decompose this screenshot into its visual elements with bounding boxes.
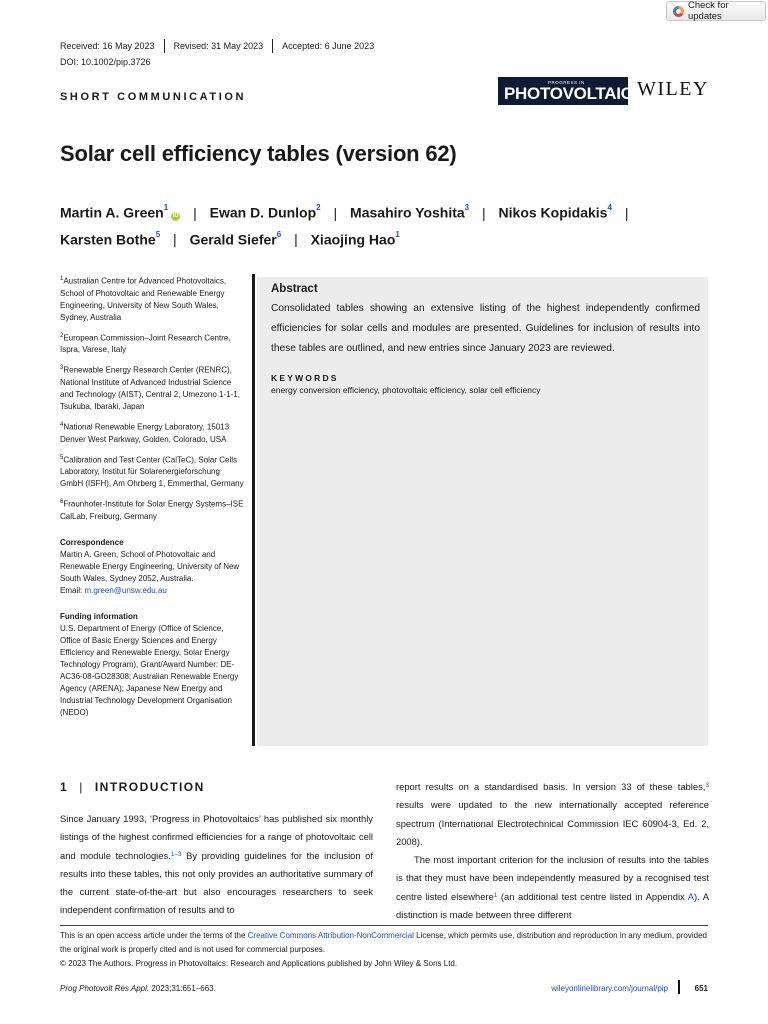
paragraph: The most important criterion for the inclusion of results into the tables is that they must have been independently measured by a recognised test centre listed elsewhere$^1$ (an additional test centre listed in Appendix A). A distinction is made between three different [396, 854, 709, 921]
copyright: © 2023 The Authors. Progress in Photovoltaics: Research and Applications published by John Wiley & Sons Ltd. [60, 959, 458, 968]
author-name[interactable]: Masahiro Yoshita [350, 204, 465, 221]
author-name[interactable]: Karsten Bothe [60, 231, 156, 248]
license-footer [60, 929, 708, 971]
affiliation: $^3$Renewable Energy Research Center (RENRC), National Institute of Advanced Industrial Science and Technology (AIST), Central 2, Umezono 1-1-1, Tsukuba, Ibaraki, Japan [60, 365, 240, 411]
author-list [60, 198, 720, 251]
keywords-list: energy conversion efficiency, photovoltaic efficiency, solar cell efficiency [271, 385, 541, 395]
article-history [60, 39, 374, 53]
article-type: SHORT COMMUNICATION [60, 91, 247, 103]
author-name[interactable]: Ewan D. Dunlop [209, 204, 317, 221]
received-date: Received: 16 May 2023 [60, 41, 155, 51]
revised-date: Revised: 31 May 2023 [173, 41, 264, 51]
divider [272, 39, 273, 53]
email-link[interactable]: m.green@unsw.edu.au [84, 585, 167, 595]
section-heading [60, 780, 205, 794]
affiliation: $^4$National Renewable Energy Laboratory, 15013 Denver West Parkway, Golden, Colorado, USA [60, 421, 230, 444]
affiliation-ref[interactable]: 2 [316, 203, 321, 212]
affiliation-ref[interactable]: 1 [163, 203, 169, 212]
journal-logo-small-text: PROGRESS IN [548, 80, 585, 85]
affiliation-ref[interactable]: 1 [395, 229, 400, 239]
appendix-link[interactable]: A [687, 890, 694, 902]
affiliation-ref[interactable]: 5 [155, 229, 161, 239]
body-column-right [396, 778, 709, 924]
journal-logo[interactable] [498, 77, 644, 105]
author-name[interactable]: Nikos Kopidakis [498, 204, 608, 221]
license-text: This is an open access article under the terms of the Creative Commons Attribution-NonCommercial License, which permits use, distribution and reproduction in any medium, provided the original work is properly cited and is not used for commercial purposes. [60, 931, 707, 954]
affiliation-ref[interactable]: 4 [607, 203, 612, 212]
affiliations-column [60, 273, 245, 725]
citation-link[interactable]: 3 [705, 782, 709, 789]
keywords-heading: KEYWORDS [271, 373, 339, 383]
section-number: 1 [60, 780, 69, 794]
column-divider [252, 274, 255, 746]
section-separator: | [79, 780, 84, 794]
affiliation: $^1$Australian Centre for Advanced Photovoltaics, School of Photovoltaic and Renewable Energy Engineering, University of New South Wales, Sydney, Australia [60, 276, 227, 322]
divider [678, 980, 680, 994]
orcid-icon[interactable]: iD [172, 212, 179, 219]
abstract-heading: Abstract [271, 283, 318, 295]
journal-logo-text: PHOTOVOLTAICS [504, 84, 644, 103]
paragraph: report results on a standardised basis. In version 33 of these tables,$^3$ results were updated to the new internationally accepted reference spectrum (International Electrotechnical Commission IEC 60904-3, Ed. 2, 2008). [396, 781, 709, 847]
abstract-box [257, 277, 708, 746]
funding-text: U.S. Department of Energy (Office of Science, Office of Basic Energy Sciences and Energy Efficiency and Renewable Energy, Solar Energy Technology Program), Grant/Award Number: DE-AC36-08-GO28308; Australian Renewable Energy Agency (ARENA); Japanese New Energy and Industrial Technology Development Organisation (NEDO) [60, 623, 239, 717]
author-separator: | [173, 231, 177, 248]
author-separator: | [624, 204, 629, 221]
journal-citation: Prog Photovolt Res Appl. 2023;31:651–663. [60, 984, 216, 993]
check-for-updates-button[interactable] [666, 1, 766, 21]
section-title: INTRODUCTION [94, 780, 205, 794]
publisher-logo[interactable]: WILEY [637, 78, 709, 100]
paragraph: Since January 1993, ‘Progress in Photovoltaics’ has published six monthly listings of the highest confirmed efficiencies for a range of photovoltaic cell and module technologies.$^{1-3}$ By providing guidelines for the inclusion of results into these tables, this not only provides an authoritative summary of the current state-of-the-art but also encourages researchers to seek independent confirmation of results and to [60, 813, 373, 916]
citation-link[interactable]: 1 [493, 891, 498, 899]
funding-heading: Funding information [60, 611, 138, 621]
affiliation-ref[interactable]: 3 [464, 203, 470, 212]
affiliation: $^5$Calibration and Test Center (CalTeC), Solar Cells Laboratory, Institut für Solarenergieforschung GmbH (ISFH), Am Ohrberg 1, Emmerthal, Germany [60, 454, 244, 489]
author-separator: | [193, 204, 197, 221]
author-name[interactable]: Martin A. Green [60, 204, 164, 221]
doi[interactable]: DOI: 10.1002/pip.3726 [60, 57, 151, 67]
author-name[interactable]: Xiaojing Hao [310, 231, 396, 248]
license-link[interactable]: Creative Commons Attribution-NonCommercial [247, 931, 414, 940]
journal-url[interactable]: wileyonlinelibrary.com/journal/pip [551, 984, 668, 993]
author-line-1 [60, 198, 720, 225]
correspondence-text: Martin A. Green, School of Photovoltaic and Renewable Energy Engineering, University of New South Wales, Sydney 2052, Australia. Email: m.green@unsw.edu.au [60, 549, 240, 595]
divider [164, 39, 165, 53]
author-line-2 [60, 225, 720, 252]
page-number: 651 [694, 984, 708, 993]
check-for-updates-label: Check for updates [687, 0, 729, 22]
body-column-left [60, 810, 373, 920]
citation-link[interactable]: 1–3 [170, 850, 182, 858]
author-name[interactable]: Gerald Siefer [189, 231, 277, 248]
author-separator: | [294, 231, 298, 248]
update-icon [673, 6, 684, 17]
correspondence-heading: Correspondence [60, 537, 124, 547]
footer-divider [60, 925, 708, 926]
author-separator: | [333, 204, 338, 221]
accepted-date: Accepted: 6 June 2023 [282, 41, 375, 51]
abstract-text: Consolidated tables showing an extensive listing of the highest independently confirmed efficiencies for solar cells and modules are presented. Guidelines for inclusion of results into these tables are outlined, and new entries since January 2023 are reviewed. [271, 303, 700, 354]
affiliation: $^6$Fraunhofer-Institute for Solar Energy Systems–ISE CalLab, Freiburg, Germany [60, 499, 244, 521]
affiliation: $^2$European Commission–Joint Research Centre, Ispra, Varese, Italy [60, 332, 231, 355]
affiliation-ref[interactable]: 6 [276, 229, 282, 239]
article-title: Solar cell efficiency tables (version 62) [60, 141, 457, 166]
author-separator: | [482, 204, 486, 221]
